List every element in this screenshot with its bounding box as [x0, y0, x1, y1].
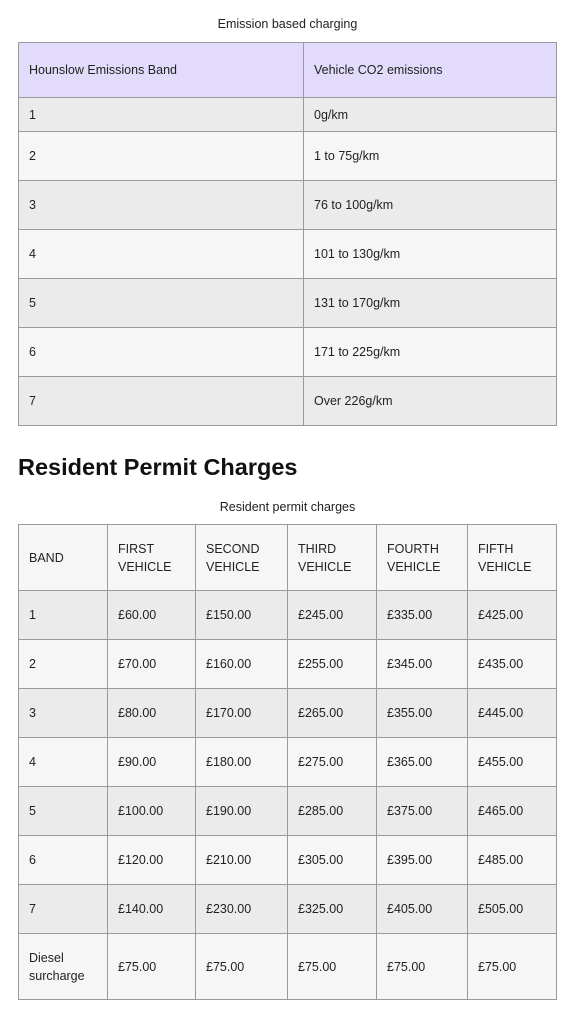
emission-table	[18, 42, 557, 426]
price-cell: £345.00	[377, 640, 468, 689]
price-cell: £455.00	[468, 738, 557, 787]
table-row	[19, 836, 557, 885]
band-cell: 4	[19, 230, 304, 279]
price-cell: £265.00	[288, 689, 377, 738]
header-third-vehicle	[288, 525, 377, 591]
price-cell: £435.00	[468, 640, 557, 689]
band-cell: 3	[19, 689, 108, 738]
price-cell: £170.00	[196, 689, 288, 738]
price-cell: £375.00	[377, 787, 468, 836]
band-cell: 1	[19, 98, 304, 132]
header-line-2: VEHICLE	[478, 559, 532, 574]
price-cell: £445.00	[468, 689, 557, 738]
surcharge-cell: £75.00	[468, 934, 557, 1000]
price-cell: £405.00	[377, 885, 468, 934]
header-line-1: SECOND	[206, 541, 260, 556]
surcharge-label-cell	[19, 934, 108, 1000]
header-band-text: BAND	[29, 550, 64, 565]
band-cell: 1	[19, 591, 108, 640]
emissions-cell: 131 to 170g/km	[304, 279, 557, 328]
band-cell: 7	[19, 377, 304, 426]
band-cell: 7	[19, 885, 108, 934]
table-row	[19, 377, 557, 426]
price-cell: £365.00	[377, 738, 468, 787]
price-cell: £140.00	[108, 885, 196, 934]
band-cell: 2	[19, 132, 304, 181]
table-row	[19, 885, 557, 934]
header-line-2: VEHICLE	[118, 559, 172, 574]
price-cell: £335.00	[377, 591, 468, 640]
header-line-2: VEHICLE	[387, 559, 441, 574]
surcharge-label-line-1: Diesel	[29, 950, 64, 965]
band-cell: 6	[19, 836, 108, 885]
price-cell: £190.00	[196, 787, 288, 836]
band-cell: 4	[19, 738, 108, 787]
table-row	[19, 738, 557, 787]
band-cell: 3	[19, 181, 304, 230]
band-cell: 5	[19, 279, 304, 328]
surcharge-cell: £75.00	[288, 934, 377, 1000]
table-row	[19, 328, 557, 377]
header-line-1: FOURTH	[387, 541, 439, 556]
price-cell: £305.00	[288, 836, 377, 885]
surcharge-cell: £75.00	[108, 934, 196, 1000]
header-band	[19, 525, 108, 591]
permit-table-caption: Resident permit charges	[219, 500, 356, 514]
surcharge-cell: £75.00	[196, 934, 288, 1000]
price-cell: £465.00	[468, 787, 557, 836]
price-cell: £255.00	[288, 640, 377, 689]
permit-charges-table	[18, 524, 557, 1000]
header-emissions-band: Hounslow Emissions Band	[19, 43, 304, 98]
price-cell: £245.00	[288, 591, 377, 640]
band-cell: 2	[19, 640, 108, 689]
price-cell: £485.00	[468, 836, 557, 885]
header-first-vehicle	[108, 525, 196, 591]
band-cell: 6	[19, 328, 304, 377]
price-cell: £70.00	[108, 640, 196, 689]
section-heading: Resident Permit Charges	[18, 454, 298, 480]
price-cell: £90.00	[108, 738, 196, 787]
header-line-2: VEHICLE	[206, 559, 260, 574]
emissions-cell: 76 to 100g/km	[304, 181, 557, 230]
emissions-cell: 171 to 225g/km	[304, 328, 557, 377]
header-fourth-vehicle	[377, 525, 468, 591]
header-line-1: FIRST	[118, 541, 155, 556]
emissions-cell: 0g/km	[304, 98, 557, 132]
table-row	[19, 98, 557, 132]
table-row	[19, 132, 557, 181]
emission-table-caption: Emission based charging	[217, 17, 358, 31]
table-row	[19, 689, 557, 738]
surcharge-label-line-2: surcharge	[29, 968, 85, 983]
price-cell: £210.00	[196, 836, 288, 885]
header-second-vehicle	[196, 525, 288, 591]
emission-header-row	[19, 43, 557, 98]
permit-header-row	[19, 525, 557, 591]
price-cell: £230.00	[196, 885, 288, 934]
header-fifth-vehicle	[468, 525, 557, 591]
diesel-surcharge-row	[19, 934, 557, 1000]
price-cell: £395.00	[377, 836, 468, 885]
price-cell: £505.00	[468, 885, 557, 934]
price-cell: £150.00	[196, 591, 288, 640]
header-line-1: FIFTH	[478, 541, 514, 556]
emissions-cell: 101 to 130g/km	[304, 230, 557, 279]
table-row	[19, 181, 557, 230]
price-cell: £160.00	[196, 640, 288, 689]
table-row	[19, 230, 557, 279]
price-cell: £355.00	[377, 689, 468, 738]
surcharge-cell: £75.00	[377, 934, 468, 1000]
price-cell: £180.00	[196, 738, 288, 787]
emissions-cell: Over 226g/km	[304, 377, 557, 426]
price-cell: £120.00	[108, 836, 196, 885]
header-line-1: THIRD	[298, 541, 337, 556]
price-cell: £425.00	[468, 591, 557, 640]
emissions-cell: 1 to 75g/km	[304, 132, 557, 181]
price-cell: £275.00	[288, 738, 377, 787]
table-row	[19, 640, 557, 689]
price-cell: £325.00	[288, 885, 377, 934]
price-cell: £100.00	[108, 787, 196, 836]
header-co2-emissions: Vehicle CO2 emissions	[304, 43, 557, 98]
table-row	[19, 279, 557, 328]
price-cell: £285.00	[288, 787, 377, 836]
table-row	[19, 591, 557, 640]
band-cell: 5	[19, 787, 108, 836]
price-cell: £80.00	[108, 689, 196, 738]
table-row	[19, 787, 557, 836]
header-line-2: VEHICLE	[298, 559, 352, 574]
price-cell: £60.00	[108, 591, 196, 640]
